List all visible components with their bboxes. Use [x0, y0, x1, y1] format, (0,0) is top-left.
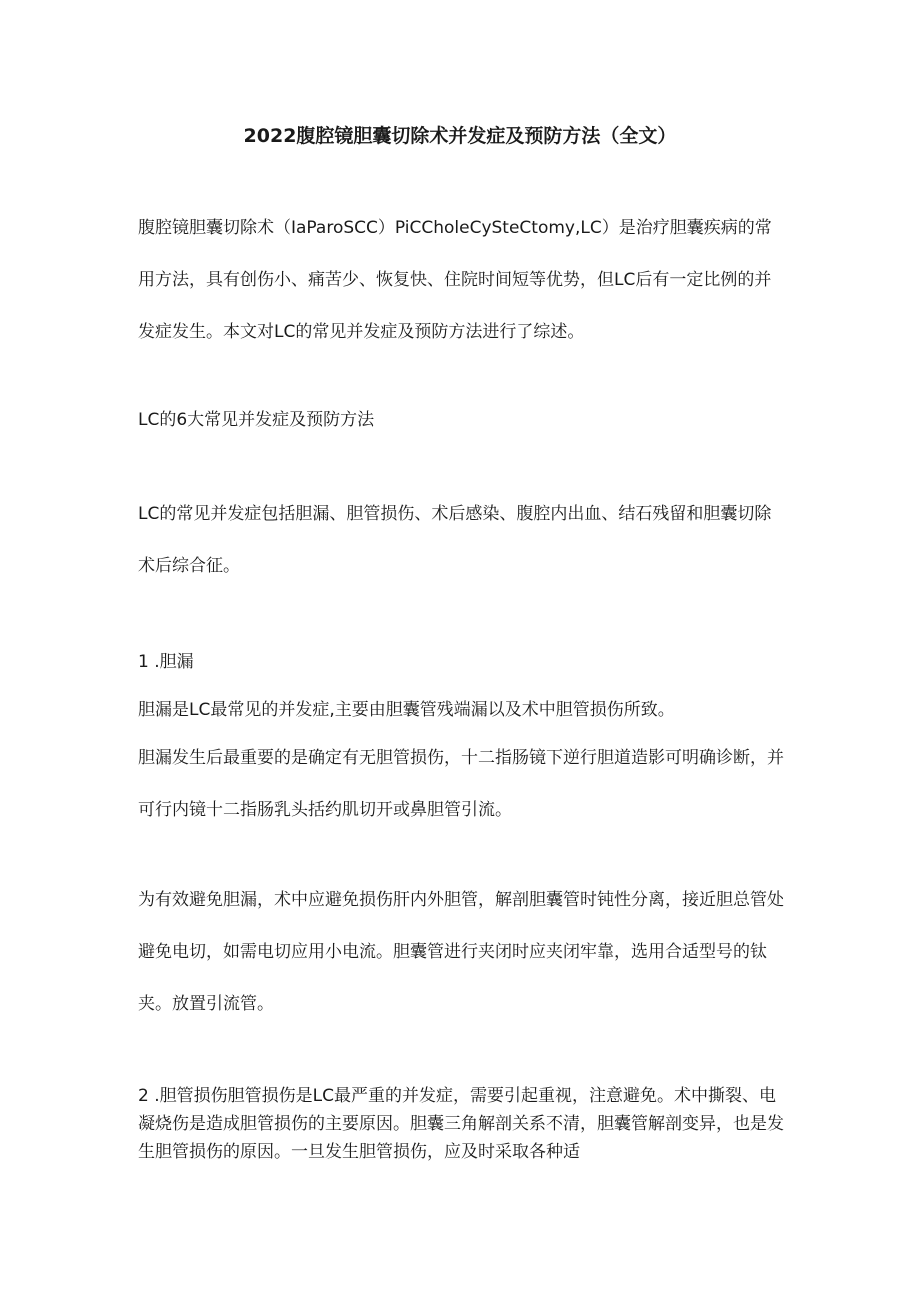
item2-paragraph: 2 .胆管损伤胆管损伤是LC最严重的并发症，需要引起重视，注意避免。术中撕裂、电凝烧伤是造成胆管损伤的主要原因。胆囊三角解剖关系不清，胆囊管解剖变异，也是发生胆管损伤的原因。一旦发生胆管损伤，应及时采取各种适: [138, 1086, 784, 1162]
item1-paragraph-3: 为有效避免胆漏，术中应避免损伤肝内外胆管，解剖胆囊管时钝性分离，接近胆总管处避免电切，如需电切应用小电流。胆囊管进行夹闭时应夹闭牢靠，选用合适型号的钛夹。放置引流管。: [138, 890, 784, 1014]
section-heading: LC的6大常见并发症及预防方法: [138, 410, 375, 430]
document-title: 2022腹腔镜胆囊切除术并发症及预防方法（全文）: [243, 125, 677, 147]
item1-paragraph-1: 胆漏是LC最常见的并发症,主要由胆囊管残端漏以及术中胆管损伤所致。: [138, 700, 675, 720]
item1-paragraph-2: 胆漏发生后最重要的是确定有无胆管损伤，十二指肠镜下逆行胆道造影可明确诊断，并可行内镜十二指肠乳头括约肌切开或鼻胆管引流。: [138, 748, 784, 820]
item1-heading: 1 .胆漏: [138, 652, 194, 672]
intro-paragraph: 腹腔镜胆囊切除术（IaParoSCC）PiCCholeCySteCtomy,LC）是治疗胆囊疾病的常用方法，具有创伤小、痛苦少、恢复快、住院时间短等优势，但LC后有一定比例的并发症发生。本文对LC的常见并发症及预防方法进行了综述。: [138, 218, 772, 342]
overview-paragraph: LC的常见并发症包括胆漏、胆管损伤、术后感染、腹腔内出血、结石残留和胆囊切除术后综合征。: [138, 504, 772, 576]
